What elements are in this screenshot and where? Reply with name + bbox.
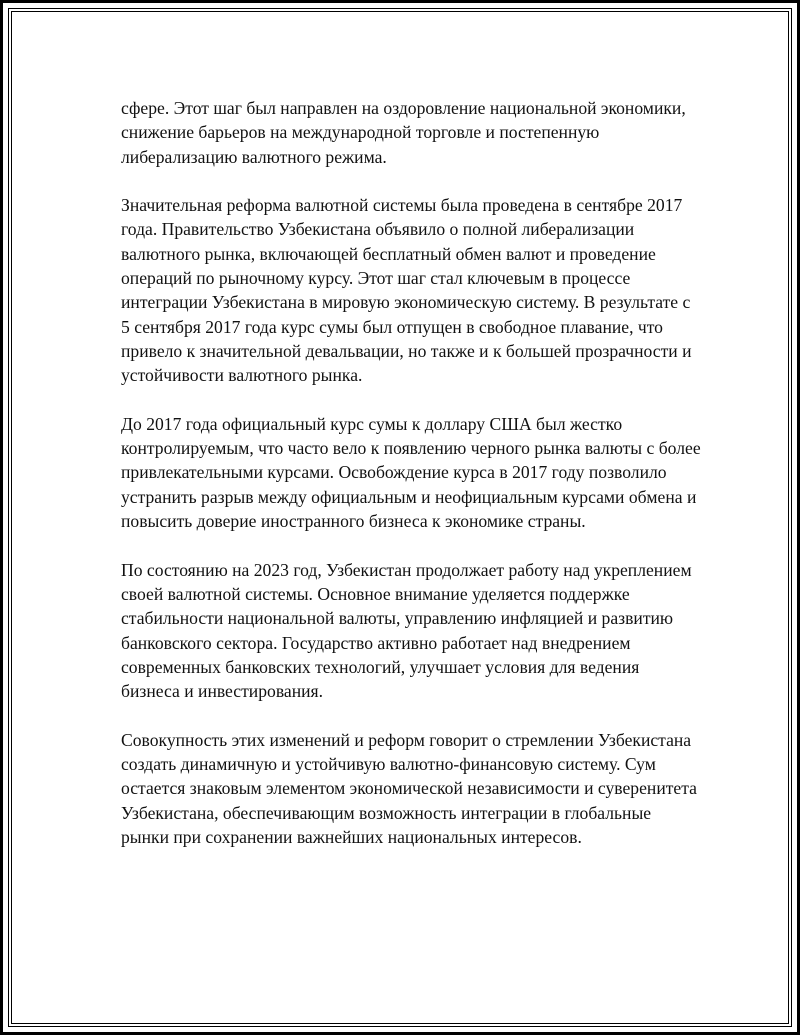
paragraph-2: Значительная реформа валютной системы была проведена в сентябре 2017 года. Правительство Узбекистана объявило о полной либерализации валютного рынка, включающей бесплатный обмен валют и проведение операций по рыночному курсу. Этот шаг стал ключевым в процессе интеграции Узбекистана в мировую экономическую систему. В результате с 5 сентября 2017 года курс сумы был отпущен в свободное плавание, что привело к значительной девальвации, но также и к большей прозрачности и устойчивости валютного рынка. (121, 195, 692, 386)
paragraph-4: По состоянию на 2023 год, Узбекистан продолжает работу над укреплением своей валютной системы. Основное внимание уделяется поддержке стабильности национальной валюты, управлению инфляцией и развитию банковского сектора. Государство активно работает над внедрением современных банковских технологий, улучшает условия для ведения бизнеса и инвестирования. (121, 559, 692, 702)
document-body (121, 96, 701, 849)
paragraph-1: сфере. Этот шаг был направлен на оздоровление национальной экономики, снижение барьеров на международной торговле и постепенную либерализацию валютного режима. (121, 98, 686, 167)
paragraph-3: До 2017 года официальный курс сумы к доллару США был жестко контролируемым, что часто вело к появлению черного рынка валюты с более привлекательными курсами. Освобождение курса в 2017 году позволило устранить разрыв между официальным и неофициальным курсами обмена и повысить доверие иностранного бизнеса к экономике страны. (121, 413, 701, 532)
paragraph-5: Совокупность этих изменений и реформ говорит о стремлении Узбекистана создать динамичную и устойчивую валютно-финансовую систему. Сум остается знаковым элементом экономической независимости и суверенитета Узбекистана, обеспечивающим возможность интеграции в глобальные рынки при сохранении важнейших национальных интересов. (121, 729, 697, 847)
